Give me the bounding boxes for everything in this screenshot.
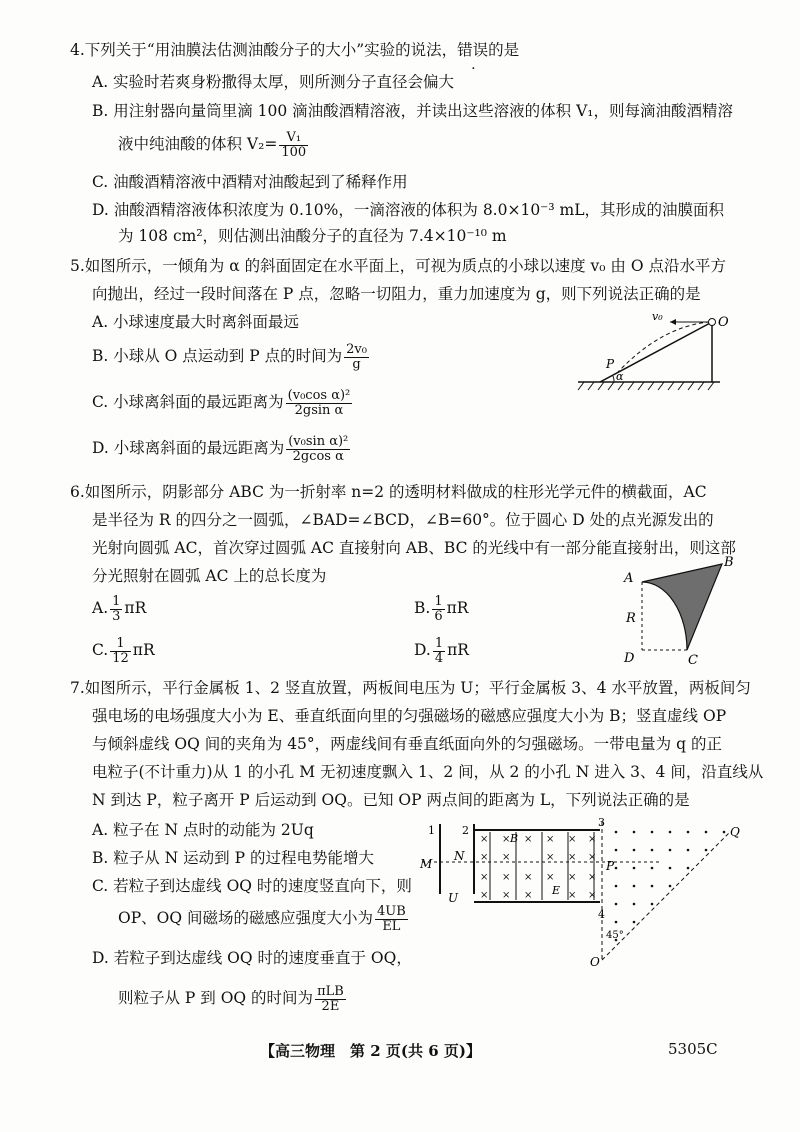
q7-d-text: 则粒子从 P 到 OQ 的时间为	[118, 989, 314, 1007]
q6-stem-line3: 光射向圆弧 AC，首次穿过圆弧 AC 直接射向 AB、BC 的光线中有一部分能直接射出，则这部	[92, 539, 736, 557]
q4-option-b-line1: B. 用注射器向量筒里滴 100 滴油酸酒精溶液，并读出这些溶液的体积 V₁，则每滴油酸酒精溶	[92, 102, 734, 120]
svg-text:×: ×	[524, 890, 533, 901]
q4-option-d-line2: 为 108 cm²，则估测出油酸分子的直径为 7.4×10⁻¹⁰ m	[118, 227, 507, 245]
q6-label-c: C	[688, 653, 698, 668]
q4-option-d-line1: D. 油酸酒精溶液体积浓度为 0.10%，一滴溶液的体积为 8.0×10⁻³ mL，其形成的油膜面积	[92, 201, 724, 219]
q5-b-text: B. 小球从 O 点运动到 P 点的时间为	[92, 347, 343, 365]
q6-a-den: 3	[112, 608, 121, 624]
q6-b-den: 6	[434, 608, 443, 624]
svg-text:×: ×	[546, 834, 555, 845]
q5-b-fraction	[344, 343, 369, 372]
q6-b-label: B.	[414, 599, 431, 617]
svg-text:×: ×	[480, 872, 489, 883]
q6-d-fraction	[433, 637, 445, 666]
q7-label-o: O	[590, 955, 600, 969]
q7-c-fraction	[375, 905, 408, 934]
q6-c-num: 1	[110, 637, 131, 652]
q6-shaded-region	[642, 564, 722, 650]
q5-arrow-head	[670, 319, 676, 325]
q6-label-b: B	[724, 556, 734, 570]
q7-c-num: 4UB	[376, 903, 406, 919]
q5-c-num: (v₀cos α)²	[287, 387, 351, 403]
q7-label-u: U	[448, 891, 459, 905]
q6-c-den: 12	[112, 650, 129, 666]
q5-label-p: P	[606, 357, 615, 371]
svg-text:×: ×	[480, 890, 489, 901]
svg-text:×: ×	[502, 834, 511, 845]
footer-page-info: 【高三物理 第 2 页(共 6 页)】	[260, 1042, 481, 1060]
q7-label-b: B	[510, 832, 519, 845]
q5-angle-arc	[613, 376, 614, 382]
q7-b-in-marks	[480, 834, 596, 901]
svg-text:×: ×	[502, 872, 511, 883]
q5-d-fraction	[286, 435, 350, 464]
q4-stem-emphasis: 错误	[457, 41, 489, 59]
q4-stem-pre: 4.下列关于“用油膜法估测油酸分子的大小”实验的说法，	[70, 41, 458, 59]
q6-b-fraction	[432, 595, 444, 624]
q7-stem-line4: 电粒子(不计重力)从 1 的小孔 M 无初速度飘入 1、2 间，从 2 的小孔 N 进入 3、4 间，沿直线从	[92, 763, 764, 781]
q7-d-den: 2E	[321, 998, 340, 1014]
q5-c-fraction	[286, 389, 353, 418]
svg-text:×: ×	[588, 852, 597, 863]
q5-option-b	[92, 342, 371, 372]
q4-option-b-line2	[118, 130, 310, 160]
q5-incline-figure	[570, 310, 730, 394]
q4-b-text: 液中纯油酸的体积 V₂=	[118, 135, 278, 153]
q6-c-label: C.	[92, 641, 109, 659]
q4-b-fraction	[279, 131, 308, 160]
q7-field-figure	[412, 812, 750, 970]
q6-stem-line2: 是半径为 R 的四分之一圆弧，∠BAD=∠BCD，∠B=60°。位于圆心 D 处的点光源发出的	[92, 511, 714, 529]
q7-c-den: EL	[382, 918, 401, 934]
q7-d-fraction	[315, 985, 346, 1014]
q7-option-d-line1: D. 若粒子到达虚线 OQ 时的速度垂直于 OQ，	[92, 949, 412, 967]
q5-b-den: g	[352, 356, 361, 372]
q7-label-2: 2	[462, 824, 469, 837]
q6-stem-line4: 分光照射在圆弧 AC 上的总长度为	[92, 567, 327, 585]
q7-option-c-line1: C. 若粒子到达虚线 OQ 时的速度竖直向下，则	[92, 877, 412, 895]
svg-text:×: ×	[568, 834, 577, 845]
q7-option-d-line2	[118, 984, 348, 1014]
q6-d-num: 1	[434, 635, 444, 651]
svg-text:×: ×	[568, 890, 577, 901]
q4-stem	[70, 36, 519, 64]
svg-text:×: ×	[502, 890, 511, 901]
svg-text:×: ×	[568, 852, 577, 863]
q4-b-num: V₁	[279, 131, 308, 146]
footer-paper-code: 5305C	[668, 1040, 718, 1058]
q6-b-tail: πR	[446, 599, 469, 617]
q6-b-num: 1	[434, 593, 443, 609]
q7-stem-line5: N 到达 P，粒子离开 P 后运动到 OQ。已知 OP 两点间的距离为 L，下列说法正确的是	[92, 791, 690, 809]
q7-stem-line2: 强电场的电场强度大小为 E、垂直纸面向里的匀强磁场的磁感应强度大小为 B；竖直虚线 OP	[92, 707, 727, 725]
q4-option-a: A. 实验时若爽身粉撒得太厚，则所测分子直径会偏大	[92, 73, 455, 91]
svg-text:×: ×	[502, 852, 511, 863]
q6-label-r: R	[626, 611, 636, 626]
q7-label-1: 1	[428, 824, 435, 837]
q7-stem-line3: 与倾斜虚线 OQ 间的夹角为 45°，两虚线间有垂直纸面向外的匀强磁场。一带电量为 q 的正	[92, 735, 722, 753]
q6-option-b	[414, 594, 468, 624]
q6-label-a: A	[624, 571, 634, 586]
q7-b-out-dots	[615, 831, 726, 942]
q5-d-den: 2gcos α	[292, 448, 344, 464]
q6-stem-line1: 6.如图所示，阴影部分 ABC 为一折射率 n=2 的透明材料做成的柱形光学元件的横截面，AC	[70, 483, 707, 501]
q6-c-fraction	[110, 637, 131, 666]
q7-stem-line1: 7.如图所示，平行金属板 1、2 竖直放置，两板间电压为 U；平行金属板 3、4 水平放置，两板间匀	[70, 679, 751, 697]
q5-option-a: A. 小球速度最大时离斜面最远	[92, 313, 300, 331]
q7-label-n: N	[454, 849, 465, 863]
q5-option-c	[92, 388, 354, 418]
q7-label-angle: 45°	[606, 930, 624, 941]
q5-d-text: D. 小球离斜面的最远距离为	[92, 439, 285, 457]
q5-stem-line1: 5.如图所示，一倾角为 α 的斜面固定在水平面上，可视为质点的小球以速度 v₀ 由 O 点沿水平方	[70, 257, 726, 275]
q6-d-den: 4	[434, 650, 444, 666]
svg-text:×: ×	[588, 834, 597, 845]
q7-option-a: A. 粒子在 N 点时的动能为 2Uq	[92, 821, 314, 839]
q5-d-num: (v₀sin α)²	[288, 433, 349, 449]
svg-text:×: ×	[546, 852, 555, 863]
q7-d-num: πLB	[317, 983, 344, 999]
q7-c-text: OP、OQ 间磁场的磁感应强度大小为	[118, 909, 373, 927]
svg-text:×: ×	[480, 852, 489, 863]
q7-label-4: 4	[598, 908, 605, 921]
q6-c-tail: πR	[132, 641, 155, 659]
svg-text:×: ×	[588, 890, 597, 901]
q6-a-tail: πR	[124, 599, 147, 617]
svg-text:×: ×	[480, 834, 489, 845]
q5-ball	[709, 319, 716, 326]
q6-label-d: D	[624, 651, 635, 666]
svg-text:×: ×	[524, 834, 533, 845]
q6-option-d	[414, 636, 469, 666]
q7-label-e: E	[552, 884, 561, 897]
q5-b-num: 2v₀	[346, 341, 367, 357]
q6-a-fraction	[110, 595, 122, 624]
q6-option-a	[92, 594, 146, 624]
q4-stem-post: 的是	[488, 41, 520, 59]
q5-label-v0: v₀	[652, 310, 663, 323]
q5-c-den: 2gsin α	[294, 402, 344, 418]
q6-a-label: A.	[92, 599, 109, 617]
q7-label-q: Q	[730, 825, 740, 839]
q6-a-num: 1	[112, 593, 121, 609]
q6-option-c	[92, 636, 155, 666]
q5-ground-hatch	[578, 382, 714, 390]
q6-d-tail: πR	[447, 641, 469, 659]
q7-label-3: 3	[598, 816, 605, 829]
q7-option-b: B. 粒子从 N 运动到 P 的过程电势能增大	[92, 849, 374, 867]
q7-label-p: P	[606, 859, 615, 873]
q6-d-label: D.	[414, 641, 431, 659]
q5-c-text: C. 小球离斜面的最远距离为	[92, 393, 284, 411]
svg-text:×: ×	[524, 872, 533, 883]
q5-label-alpha: α	[616, 370, 624, 383]
svg-text:×: ×	[546, 872, 555, 883]
q5-label-o: O	[718, 315, 729, 330]
q7-option-c-line2	[118, 904, 410, 934]
q5-option-d	[92, 434, 352, 464]
svg-text:×: ×	[588, 872, 597, 883]
q6-optical-figure	[612, 556, 748, 668]
svg-text:×: ×	[568, 872, 577, 883]
q4-b-den: 100	[281, 144, 307, 160]
q5-stem-line2: 向抛出，经过一段时间落在 P 点，忽略一切阻力，重力加速度为 g，则下列说法正确的是	[92, 285, 701, 303]
q7-label-m: M	[420, 857, 433, 871]
q4-option-c: C. 油酸酒精溶液中酒精对油酸起到了稀释作用	[92, 173, 408, 191]
